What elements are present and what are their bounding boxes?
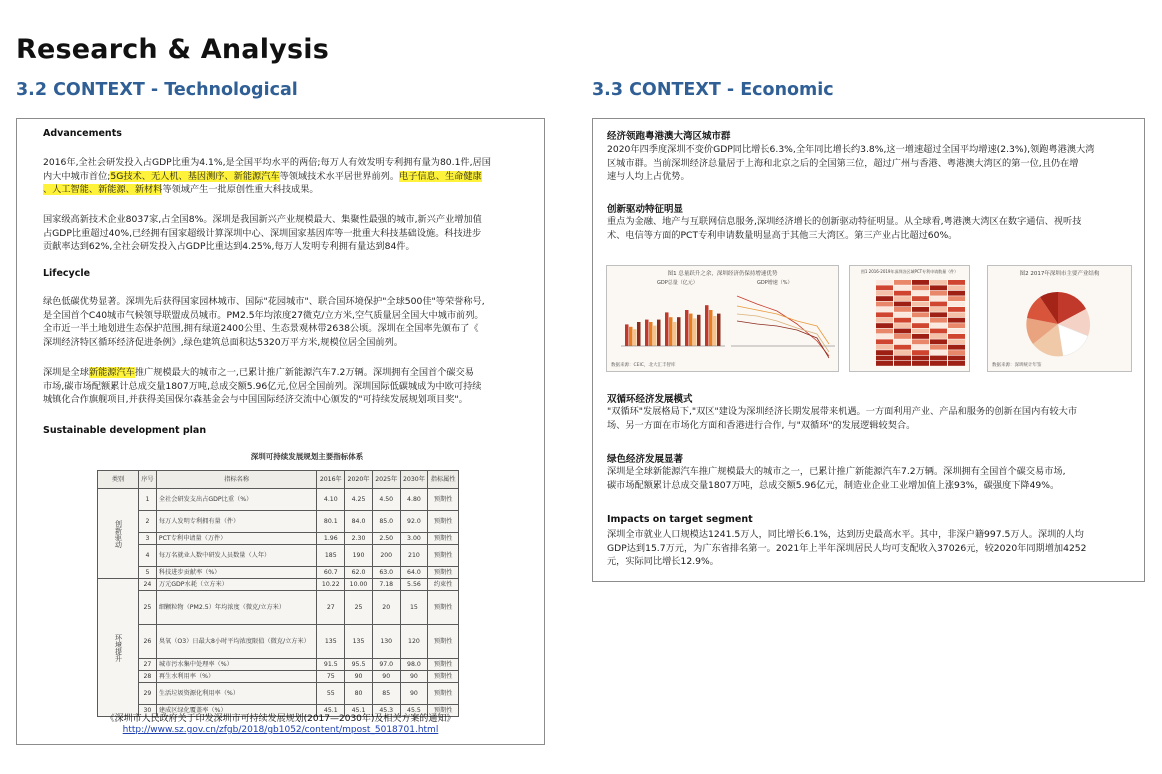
table-cell: 90 bbox=[400, 671, 428, 683]
highlighted-text: 新能源汽车 bbox=[88, 367, 135, 378]
table-row bbox=[98, 683, 459, 705]
table-cell: 45.1 bbox=[317, 705, 345, 717]
table-cell: 27 bbox=[317, 591, 345, 625]
table-cell: 27 bbox=[139, 659, 157, 671]
table-cell: 45.1 bbox=[345, 705, 373, 717]
text-line: 国家级高新技术企业8037家,占全国8%。深圳是我国新兴产业规模最大、集聚性最强的城市,新兴产业增加值 bbox=[43, 214, 482, 225]
table-cell: 90 bbox=[400, 683, 428, 705]
heatmap-cell bbox=[930, 350, 947, 355]
heatmap-cell bbox=[930, 307, 947, 312]
gdp-chart bbox=[606, 265, 839, 372]
table-header-row bbox=[98, 471, 459, 489]
heatmap-cell bbox=[930, 312, 947, 317]
bar bbox=[705, 305, 709, 346]
heatmap-cell bbox=[948, 280, 965, 285]
economy-leading-paragraph bbox=[607, 143, 1094, 184]
line-series bbox=[737, 306, 829, 344]
heatmap-cell bbox=[876, 345, 893, 350]
heatmap-cell bbox=[930, 280, 947, 285]
heatmap-cell bbox=[912, 339, 929, 344]
table-cell: 再生水利用率（%） bbox=[156, 671, 317, 683]
text-line: 深圳经济特区循环经济促进条例》,绿色建筑总面积达5320万平方米,规模位居全国前列。 bbox=[43, 336, 403, 348]
table-cell: 60.7 bbox=[317, 567, 345, 579]
table-cell: 55 bbox=[317, 683, 345, 705]
heatmap-cell bbox=[912, 345, 929, 350]
table-cell: 185 bbox=[317, 545, 345, 567]
heatmap-cell bbox=[948, 296, 965, 301]
table-cell: 45.5 bbox=[400, 705, 428, 717]
table-cell: 20 bbox=[372, 591, 400, 625]
heatmap-cell bbox=[876, 291, 893, 296]
heatmap-svg bbox=[850, 266, 970, 372]
gdp-total-label: GDP总量（亿元） bbox=[657, 280, 698, 286]
heatmap-cell bbox=[894, 323, 911, 328]
table-cell: 24 bbox=[139, 579, 157, 591]
table-cell: 90 bbox=[372, 671, 400, 683]
text-line bbox=[43, 170, 491, 184]
table-cell: 科技进步贡献率（%） bbox=[156, 567, 317, 579]
table-cell: 25 bbox=[345, 591, 373, 625]
text-line: "双循环"发展格局下,"双区"建设为深圳经济长期发展带来机遇。一方面利用产业、产品和服务的创新在国内有较大市 bbox=[607, 406, 1078, 417]
text-span: 推广规模最大的城市之一,已累计推广新能源汽车7.2万辆。深圳拥有全国首个碳交易 bbox=[134, 367, 474, 378]
table-cell: 4.25 bbox=[345, 489, 373, 511]
table-cell: 64.0 bbox=[400, 567, 428, 579]
innovation-paragraph bbox=[607, 215, 1081, 242]
bar bbox=[633, 329, 637, 346]
heatmap-cell bbox=[894, 350, 911, 355]
table-cell: 4.80 bbox=[400, 489, 428, 511]
heatmap-cell bbox=[876, 356, 893, 361]
pie-group bbox=[1026, 292, 1090, 356]
table-cell: 2 bbox=[139, 511, 157, 533]
table-cell: 预期性 bbox=[428, 545, 459, 567]
text-line: 术、电信等方面的PCT专利申请数量明显高于其他三大湾区。第三产业占比超过60%。 bbox=[607, 229, 958, 241]
table-header-cell: 指标名称 bbox=[156, 471, 317, 489]
green-economy-paragraph bbox=[607, 465, 1066, 492]
table-cell: 130 bbox=[372, 625, 400, 659]
dual-circulation-paragraph bbox=[607, 405, 1077, 432]
heatmap-cell bbox=[894, 356, 911, 361]
table-cell: 95.5 bbox=[345, 659, 373, 671]
table-cell: 135 bbox=[345, 625, 373, 659]
bar bbox=[689, 314, 693, 346]
gdp-chart-svg bbox=[607, 266, 839, 372]
section-heading-technological: 3.2 CONTEXT - Technological bbox=[16, 80, 298, 100]
text-line: 区城市群。当前深圳经济总量居于上海和北京之后的全国第三位，超过广州与香港、粤港澳大湾区的第一位,且仍在增 bbox=[607, 157, 1079, 169]
heatmap-cell bbox=[876, 312, 893, 317]
table-cell: 98.0 bbox=[400, 659, 428, 671]
table-cell: 28 bbox=[139, 671, 157, 683]
heatmap-cell bbox=[912, 318, 929, 323]
highlighted-text: 电子信息、生命健康 bbox=[399, 170, 482, 182]
highlighted-text: 5G技术、无人机、基因测序、新能源汽车 bbox=[110, 170, 280, 182]
pct-heatmap bbox=[849, 265, 970, 372]
heatmap-cell bbox=[948, 285, 965, 290]
chart-source: 数据来源：CEIC，北大汇丰智库 bbox=[611, 363, 676, 368]
heatmap-cell bbox=[948, 356, 965, 361]
heatmap-cell bbox=[948, 302, 965, 307]
heatmap-cell bbox=[930, 302, 947, 307]
heatmap-cell bbox=[948, 307, 965, 312]
text-line: GDP达到15.7万元，为广东省排名第一。2021年上半年深圳居民人均可支配收入37026元，较2020年同期增加4252 bbox=[607, 542, 1087, 554]
chart-title: 图2 2017年深圳市主要产业结构 bbox=[1019, 271, 1100, 277]
table-cell: 每万人发明专利拥有量（件） bbox=[156, 511, 317, 533]
bar bbox=[677, 317, 681, 346]
table-cell: 预期性 bbox=[428, 683, 459, 705]
text-span: 等领域产生一批原创性重大科技成果。 bbox=[162, 184, 319, 195]
table-cell: 29 bbox=[139, 683, 157, 705]
text-line: 占GDP比重超过40%,已经拥有国家超级计算深圳中心、深圳国家基因库等一批重大科技基础设施。科技进步 bbox=[43, 227, 482, 239]
table-cell: 62.0 bbox=[345, 567, 373, 579]
heatmap-cell bbox=[912, 356, 929, 361]
table-cell: 3 bbox=[139, 533, 157, 545]
heatmap-cell bbox=[948, 350, 965, 355]
source-link[interactable]: http://www.sz.gov.cn/zfgb/2018/gb1052/content/mpost_5018701.html bbox=[122, 725, 439, 735]
table-row bbox=[98, 489, 459, 511]
table-cell: 25 bbox=[139, 591, 157, 625]
table-cell: 臭氧（O3）日最大8小时平均浓度限值（微克/立方米） bbox=[156, 625, 317, 659]
category-cell: 创新驱动 bbox=[98, 489, 139, 579]
heatmap-cell bbox=[948, 318, 965, 323]
table-header-cell: 序号 bbox=[139, 471, 157, 489]
table-cell: 4.10 bbox=[317, 489, 345, 511]
heatmap-cell bbox=[930, 318, 947, 323]
advancements-paragraph-1 bbox=[43, 156, 491, 197]
bar bbox=[637, 322, 641, 346]
text-line: 市场,碳市场配额累计总成交量1807万吨,总成交额5.96亿元,位居全国前列。深圳国际低碳城成为中欧可持续 bbox=[43, 380, 482, 392]
heatmap-cell bbox=[912, 280, 929, 285]
heatmap-cell bbox=[912, 296, 929, 301]
table-cell: 80 bbox=[345, 683, 373, 705]
table-cell: 210 bbox=[400, 545, 428, 567]
text-line: 速与人均上占优势。 bbox=[607, 171, 690, 182]
indicator-table bbox=[97, 470, 459, 717]
table-header-cell: 2030年 bbox=[400, 471, 428, 489]
table-cell: 85 bbox=[372, 683, 400, 705]
heatmap-cell bbox=[894, 345, 911, 350]
text-line: 重点为金融、地产与互联网信息服务,深圳经济增长的创新驱动特征明显。从全球看,粤港澳大湾区在数字通信、视听技 bbox=[607, 216, 1082, 227]
heatmap-cell bbox=[930, 329, 947, 334]
bar bbox=[697, 315, 701, 346]
table-row bbox=[98, 533, 459, 545]
impacts-paragraph bbox=[607, 528, 1087, 569]
text-line: 贡献率达到62%,全社会研发投入占GDP比重达到4.25%,每万人发明专利拥有量达到84件。 bbox=[43, 241, 415, 252]
heatmap-cell bbox=[948, 312, 965, 317]
bar bbox=[669, 317, 673, 346]
bar bbox=[645, 320, 649, 346]
heatmap-cell bbox=[912, 285, 929, 290]
table-row bbox=[98, 659, 459, 671]
table-caption: 《深圳市人民政府关于印发深圳市可持续发展规划(2017—2030年)及相关方案的通知》 bbox=[105, 714, 456, 724]
bar bbox=[709, 310, 713, 346]
table-cell: 4.50 bbox=[372, 489, 400, 511]
heatmap-cell bbox=[930, 334, 947, 339]
table-cell: 预期性 bbox=[428, 671, 459, 683]
impacts-title: Impacts on target segment bbox=[607, 514, 753, 525]
table-cell: 1 bbox=[139, 489, 157, 511]
heatmap-cell bbox=[930, 296, 947, 301]
bar bbox=[625, 324, 629, 346]
heatmap-cell bbox=[912, 361, 929, 366]
dual-circulation-title: 双循环经济发展模式 bbox=[607, 394, 693, 405]
table-cell: 30 bbox=[139, 705, 157, 717]
table-cell: 2.50 bbox=[372, 533, 400, 545]
table-cell: 190 bbox=[345, 545, 373, 567]
gdp-growth-label: GDP增速（%） bbox=[757, 280, 793, 286]
table-cell: 每万名就业人数中研发人员数量（人年） bbox=[156, 545, 317, 567]
table-header-cell: 2020年 bbox=[345, 471, 373, 489]
table-cell: 万元GDP水耗（立方米） bbox=[156, 579, 317, 591]
table-cell: 预期性 bbox=[428, 591, 459, 625]
table-cell: 26 bbox=[139, 625, 157, 659]
text-span: 等领域技术水平居世界前列。 bbox=[279, 170, 400, 182]
text-span: 内大中城市首位; bbox=[43, 170, 111, 182]
table-cell: 90 bbox=[345, 671, 373, 683]
table-cell: 预期性 bbox=[428, 567, 459, 579]
table-cell: 15 bbox=[400, 591, 428, 625]
lifecycle-paragraph-2 bbox=[43, 366, 481, 407]
heatmap-cell bbox=[894, 307, 911, 312]
table-cell: 7.18 bbox=[372, 579, 400, 591]
table-row bbox=[98, 579, 459, 591]
table-cell: 约束性 bbox=[428, 579, 459, 591]
heatmap-cell bbox=[912, 329, 929, 334]
heatmap-cell bbox=[948, 339, 965, 344]
table-cell: 城市污水集中处理率（%） bbox=[156, 659, 317, 671]
table-cell: 200 bbox=[372, 545, 400, 567]
heatmap-cell bbox=[894, 318, 911, 323]
table-cell: 预期性 bbox=[428, 489, 459, 511]
heatmap-cell bbox=[894, 334, 911, 339]
bar bbox=[657, 320, 661, 346]
economy-leading-title: 经济领跑粤港澳大湾区城市群 bbox=[607, 131, 731, 142]
table-cell: 120 bbox=[400, 625, 428, 659]
table-cell: 1.96 bbox=[317, 533, 345, 545]
technological-panel bbox=[16, 118, 545, 745]
heatmap-cell bbox=[876, 318, 893, 323]
bar bbox=[665, 312, 669, 346]
heatmap-cell bbox=[930, 345, 947, 350]
text-line: 深圳是全球新能源汽车推广规模最大的城市之一，已累计推广新能源汽车7.2万辆。深圳拥有全国首个碳交易市场, bbox=[607, 466, 1066, 477]
heatmap-cell bbox=[948, 329, 965, 334]
table-cell: 生活垃圾资源化利用率（%） bbox=[156, 683, 317, 705]
heatmap-cell bbox=[894, 291, 911, 296]
table-cell: 5 bbox=[139, 567, 157, 579]
highlighted-text: 、人工智能、新能源、新材料 bbox=[43, 184, 163, 195]
table-cell: 全社会研发支出占GDP比重（%） bbox=[156, 489, 317, 511]
table-cell: 2.30 bbox=[345, 533, 373, 545]
heatmap-cell bbox=[930, 285, 947, 290]
text-line: 元，实际同比增长12.9%。 bbox=[607, 556, 719, 567]
table-row bbox=[98, 511, 459, 533]
bar bbox=[629, 327, 633, 346]
table-cell: 细颗粒物（PM2.5）年均浓度（微克/立方米） bbox=[156, 591, 317, 625]
table-header-cell: 指标属性 bbox=[428, 471, 459, 489]
table-row bbox=[98, 591, 459, 625]
chart-title: 图1 2016-2019年深圳各区域PCT专利申请数量（件） bbox=[860, 269, 959, 274]
table-cell: 63.0 bbox=[372, 567, 400, 579]
table-header-cell: 2025年 bbox=[372, 471, 400, 489]
heatmap-cell bbox=[894, 280, 911, 285]
heatmap-cell bbox=[876, 285, 893, 290]
bar bbox=[685, 310, 689, 346]
chart-source: 数据来源：深圳统计年鉴 bbox=[992, 363, 1042, 368]
table-cell: 4 bbox=[139, 545, 157, 567]
text-line bbox=[43, 183, 491, 197]
table-row bbox=[98, 671, 459, 683]
heatmap-cell bbox=[876, 329, 893, 334]
bar-group bbox=[625, 305, 721, 346]
text-line bbox=[43, 366, 481, 380]
text-line: 城镇化合作旗舰项目,并获得美国保尔森基金会与中国国际经济交流中心颁发的"可持续发展规划项目奖"。 bbox=[43, 394, 468, 405]
industry-pie-chart bbox=[987, 265, 1132, 372]
text-line: 深圳全市就业人口规模达1241.5万人，同比增长6.1%，达到历史最高水平。其中，非深户籍997.5万人。深圳的人均 bbox=[607, 529, 1084, 540]
pie-svg bbox=[988, 266, 1132, 372]
table-cell: 80.1 bbox=[317, 511, 345, 533]
sustainable-plan-title: Sustainable development plan bbox=[43, 425, 207, 436]
table-cell: 预期性 bbox=[428, 511, 459, 533]
lifecycle-title: Lifecycle bbox=[43, 268, 91, 279]
heatmap-cell bbox=[948, 361, 965, 366]
text-span: 深圳是全球 bbox=[43, 367, 89, 378]
text-line: 2016年,全社会研发投入占GDP比重为4.1%,是全国平均水平的两倍;每万人有效发明专利拥有量为80.1件,居国 bbox=[43, 157, 491, 168]
heatmap-cell bbox=[912, 334, 929, 339]
table-cell: 91.5 bbox=[317, 659, 345, 671]
heatmap-cell bbox=[894, 339, 911, 344]
heatmap-cell bbox=[894, 361, 911, 366]
table-cell: 97.0 bbox=[372, 659, 400, 671]
table-cell: 5.56 bbox=[400, 579, 428, 591]
table-cell: 135 bbox=[317, 625, 345, 659]
heatmap-cell bbox=[930, 356, 947, 361]
heatmap-cell bbox=[876, 350, 893, 355]
table-title: 深圳可持续发展规划主要指标体系 bbox=[250, 452, 364, 461]
table-row bbox=[98, 567, 459, 579]
text-line: 是全国首个C40城市气候领导联盟成员城市。PM2.5年均浓度27微克/立方米,空气质量居全国大中城市前列。 bbox=[43, 309, 484, 321]
table-cell: 85.0 bbox=[372, 511, 400, 533]
heatmap-cell bbox=[930, 291, 947, 296]
table-header-cell: 2016年 bbox=[317, 471, 345, 489]
heatmap-cell bbox=[930, 339, 947, 344]
heatmap-cell bbox=[912, 291, 929, 296]
heatmap-cell bbox=[948, 334, 965, 339]
heatmap-cell bbox=[876, 323, 893, 328]
economic-panel bbox=[592, 118, 1145, 582]
table-cell: PCT专利申请量（万件） bbox=[156, 533, 317, 545]
chart-title: 图1 总量跃升之余，深圳经济仍保持增速优势 bbox=[667, 271, 778, 277]
table-header-cell: 类别 bbox=[98, 471, 139, 489]
bar bbox=[653, 326, 657, 346]
advancements-paragraph-2 bbox=[43, 213, 482, 254]
heatmap-cell bbox=[912, 323, 929, 328]
table-cell: 92.0 bbox=[400, 511, 428, 533]
heatmap-cell bbox=[876, 307, 893, 312]
table-row bbox=[98, 625, 459, 659]
bar bbox=[673, 322, 677, 346]
table-cell: 75 bbox=[317, 671, 345, 683]
table-cell: 10.22 bbox=[317, 579, 345, 591]
table-cell: 45.3 bbox=[372, 705, 400, 717]
text-line: 绿色低碳优势显著。深圳先后获得国家园林城市、国际"花园城市"、联合国环境保护"全球500佳"等荣誉称号, bbox=[43, 296, 485, 307]
heatmap-cell bbox=[876, 361, 893, 366]
heatmap-cell bbox=[948, 291, 965, 296]
green-economy-title: 绿色经济发展显著 bbox=[607, 454, 684, 465]
text-line: 碳市场配额累计总成交量1807万吨，总成交额5.96亿元，制造业企业工业增加值上涨93%，碳强度下降49%。 bbox=[607, 479, 1060, 491]
table-cell: 预期性 bbox=[428, 533, 459, 545]
bar bbox=[717, 314, 721, 346]
heatmap-cell bbox=[894, 329, 911, 334]
bar bbox=[713, 316, 717, 346]
heatmap-cell bbox=[894, 312, 911, 317]
table-cell: 10.00 bbox=[345, 579, 373, 591]
page-title: Research & Analysis bbox=[16, 34, 329, 65]
heatmap-cell bbox=[912, 307, 929, 312]
heatmap-cell bbox=[912, 302, 929, 307]
heatmap-cell bbox=[894, 302, 911, 307]
section-heading-economic: 3.3 CONTEXT - Economic bbox=[592, 80, 834, 100]
heatmap-cell bbox=[948, 323, 965, 328]
table-cell: 84.0 bbox=[345, 511, 373, 533]
heatmap-cell bbox=[876, 334, 893, 339]
table-cell: 预期性 bbox=[428, 705, 459, 717]
table-cell: 建成区绿化覆盖率（%） bbox=[156, 705, 317, 717]
heatmap-cell bbox=[912, 312, 929, 317]
lifecycle-paragraph-1 bbox=[43, 295, 485, 349]
text-line: 场、另一方面在市场化方面和香港进行合作, 与"双循环"的发展逻辑较契合。 bbox=[607, 419, 916, 431]
table-cell: 预期性 bbox=[428, 625, 459, 659]
category-cell: 环境提升 bbox=[98, 579, 139, 717]
heatmap-cell bbox=[876, 296, 893, 301]
heatmap-cell bbox=[894, 285, 911, 290]
bar bbox=[693, 318, 697, 346]
line-series bbox=[737, 296, 829, 356]
heatmap-cell bbox=[912, 350, 929, 355]
heatmap-cell bbox=[876, 339, 893, 344]
heatmap-cell bbox=[894, 296, 911, 301]
heatmap-cell bbox=[876, 280, 893, 285]
bar bbox=[649, 322, 653, 346]
heatmap-cell bbox=[948, 345, 965, 350]
heatmap-cell bbox=[876, 302, 893, 307]
heatmap-cell bbox=[930, 361, 947, 366]
text-line: 2020年四季度深圳不变价GDP同比增长6.3%,全年同比增长约3.8%,这一增速超过全国平均增速(2.3%),领跑粤港澳大湾 bbox=[607, 144, 1095, 155]
table-cell: 预期性 bbox=[428, 659, 459, 671]
advancements-title: Advancements bbox=[43, 128, 122, 139]
table-row bbox=[98, 545, 459, 567]
table-cell: 3.00 bbox=[400, 533, 428, 545]
heatmap-cell bbox=[930, 323, 947, 328]
innovation-title: 创新驱动特征明显 bbox=[607, 204, 684, 215]
text-line: 全市近一半土地划进生态保护范围,拥有绿道2400公里、生态景观林带2638公顷。深圳在全国率先颁布了《 bbox=[43, 323, 479, 334]
